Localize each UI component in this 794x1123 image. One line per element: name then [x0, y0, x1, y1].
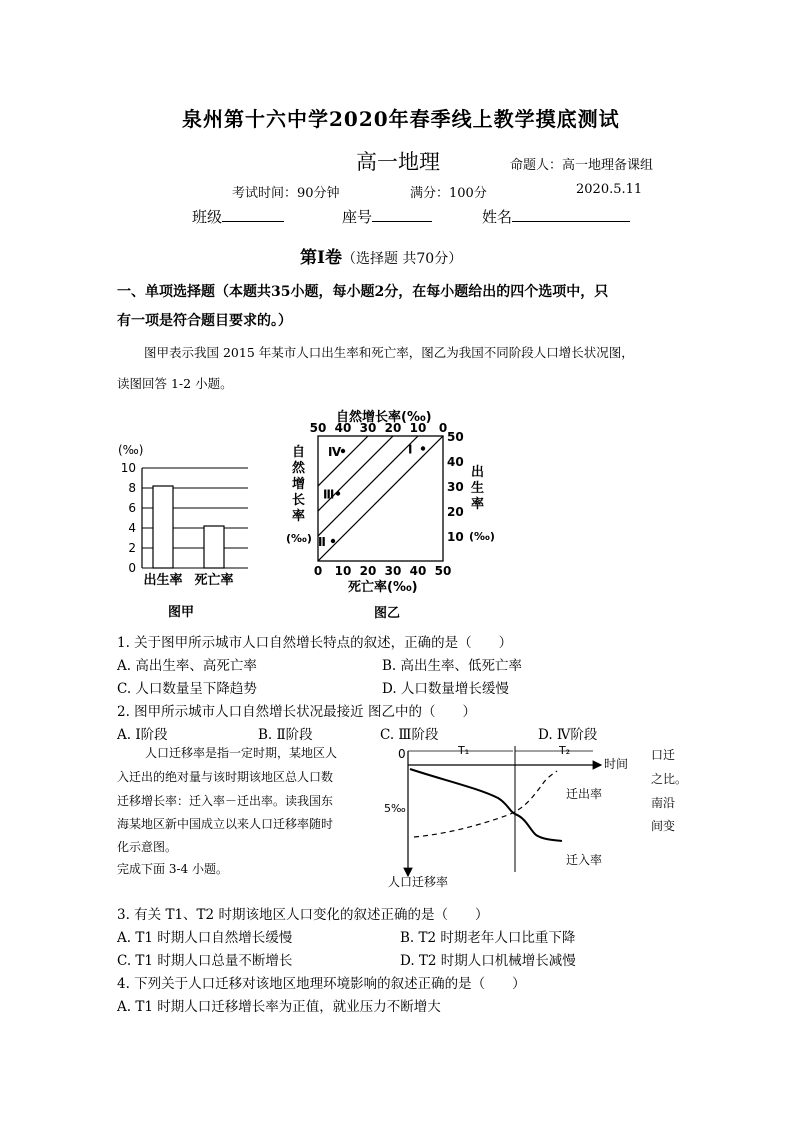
migration-origin-label: 0: [398, 747, 406, 761]
q1-option-d[interactable]: D. 人口数量增长缓慢: [382, 681, 509, 697]
yi-bottom-ticks: [314, 564, 452, 578]
yi-left-label-char: 增: [292, 477, 306, 492]
intro2-line1: 人口迁移率是指一定时期，某地区人: [145, 746, 338, 760]
q2-option-a[interactable]: A. Ⅰ阶段: [117, 727, 168, 743]
yi-right-ticks: [447, 430, 464, 544]
q4-option-a[interactable]: A. T1 时期人口迁移增长率为正值，就业压力不断增大: [117, 999, 441, 1015]
jia-bars: [153, 486, 224, 568]
jia-tick-label: 10: [120, 461, 136, 475]
series-label-outflow: 迁出率: [566, 787, 603, 801]
yi-top-tick: 0: [438, 421, 448, 435]
part-heading: [300, 243, 462, 268]
yi-bottom-tick: 10: [334, 564, 352, 578]
intro2-line5: 化示意图。: [117, 840, 178, 854]
q2-option-d[interactable]: D. Ⅳ阶段: [538, 727, 598, 743]
yi-top-tick: 20: [384, 421, 402, 435]
yi-bottom-tick: 30: [384, 564, 402, 578]
yi-right-tick: 30: [447, 480, 464, 494]
intro2-right2: 之比。: [651, 772, 688, 786]
intro2-line2: 入迁出的绝对量与该时期该地区总人口数: [117, 770, 334, 784]
intro2-line6: 完成下面 3-4 小题。: [117, 862, 228, 876]
yi-right-label-char: 生: [471, 481, 485, 496]
name-blank[interactable]: [512, 205, 630, 222]
jia-category-label: 出生率: [143, 573, 183, 588]
yi-left-label-char: 然: [292, 461, 306, 476]
migration-x-label: 时间: [604, 757, 629, 771]
jia-category-label: 死亡率: [194, 573, 234, 588]
intro-line2: 读图回答 1-2 小题。: [117, 376, 233, 391]
name-field: [482, 205, 630, 227]
q2-option-b[interactable]: B. Ⅱ阶段: [258, 727, 313, 743]
jia-tick-label: 0: [128, 561, 136, 575]
q3-option-d[interactable]: D. T2 时期人口机械增长减慢: [400, 953, 576, 969]
figure-jia: [110, 440, 275, 625]
jia-tick-label: 4: [128, 521, 136, 535]
q3-option-b[interactable]: B. T2 时期老年人口比重下降: [400, 930, 576, 946]
yi-top-tick: 30: [359, 421, 377, 435]
t1-label: T₁: [458, 744, 470, 757]
jia-bar-2: [204, 526, 224, 568]
intro2-right3: 南沿: [651, 796, 676, 810]
q1-option-b[interactable]: B. 高出生率、低死亡率: [382, 658, 523, 674]
yi-right-axis-label: [469, 464, 495, 543]
yi-right-label-char: 出: [471, 465, 485, 480]
intro2-line4: 海某地区新中国成立以来人口迁移率随时: [117, 817, 334, 831]
part-title: 第Ⅰ卷: [300, 248, 342, 268]
yi-left-axis-label: [286, 444, 312, 545]
intro2-line3: 迁移增长率：迁入率－迁出率。读我国东: [117, 794, 334, 808]
q2-stem: 2. 图甲所示城市人口自然增长状况最接近 图乙中的（ ）: [117, 704, 476, 720]
jia-tick-label: 2: [128, 541, 136, 555]
q3-option-a[interactable]: A. T1 时期人口自然增长缓慢: [117, 930, 293, 946]
seat-label: 座号: [342, 208, 373, 226]
yi-bottom-tick: 20: [359, 564, 377, 578]
yi-point-Ⅰ: [421, 446, 425, 450]
t2-label: T₂: [559, 744, 571, 757]
yi-left-label-char: 率: [292, 509, 306, 524]
yi-top-label: 自然增长率(‰): [336, 410, 432, 425]
yi-bottom-tick: 0: [313, 564, 323, 578]
jia-bar-1: [153, 486, 173, 568]
yi-bottom-tick: 50: [434, 564, 452, 578]
q3-stem: 3. 有关 T1、T2 时期该地区人口变化的叙述正确的是（ ）: [117, 907, 489, 923]
yi-bottom-tick: 40: [409, 564, 427, 578]
jia-tick-label: 8: [128, 481, 136, 495]
yi-top-tick: 50: [309, 421, 327, 435]
q1-option-a[interactable]: A. 高出生率、高死亡率: [117, 658, 257, 674]
yi-top-tick: 10: [409, 421, 427, 435]
intro2-right4: 间变: [651, 819, 676, 833]
jia-unit-label: (‰): [118, 443, 144, 457]
yi-point-Ⅱ: [331, 539, 335, 543]
figure-yi: [278, 405, 498, 625]
q1-option-c[interactable]: C. 人口数量呈下降趋势: [117, 681, 257, 697]
yi-left-unit: (‰): [286, 532, 312, 545]
full-score: 满分：100分: [410, 186, 487, 201]
series-line-outflow: [410, 769, 562, 841]
seat-blank[interactable]: [372, 205, 432, 222]
yi-right-tick: 10: [447, 530, 464, 544]
subject-title: 高一地理: [356, 150, 440, 174]
yi-x-axis-label: 死亡率(‰): [348, 580, 418, 595]
migration-chart: [358, 740, 648, 892]
yi-left-label-char: 长: [292, 493, 306, 508]
exam-time: 考试时间：90分钟: [232, 186, 340, 201]
question-setter: 命题人：高一地理备课组: [510, 158, 654, 173]
part-note: （选择题 共70分）: [341, 251, 463, 267]
class-field: [192, 205, 284, 227]
class-blank[interactable]: [222, 205, 284, 222]
jia-tick-label: 6: [128, 501, 136, 515]
yi-right-tick: 40: [447, 455, 464, 469]
section-instruction-line1: 一、单项选择题（本题共35小题，每小题2分，在每小题给出的四个选项中，只: [117, 284, 609, 300]
migration-y-label: 人口迁移率: [388, 875, 449, 889]
q1-stem: 1. 关于图甲所示城市人口自然增长特点的叙述，正确的是（ ）: [117, 635, 513, 651]
jia-caption: 图甲: [168, 605, 195, 620]
yi-right-label-char: 率: [471, 497, 485, 512]
series-label-inflow: 迁入率: [566, 853, 603, 867]
series-line-inflow: [414, 771, 557, 837]
intro-line1: 图甲表示我国 2015 年某市人口出生率和死亡率，图乙为我国不同阶段人口增长状况图，: [144, 345, 634, 360]
name-label: 姓名: [482, 208, 513, 226]
yi-bottom-axis-label: [348, 579, 418, 595]
yi-point-Ⅳ: [341, 449, 345, 453]
q2-option-c[interactable]: C. Ⅲ阶段: [380, 727, 439, 743]
intro2-right1: 口迁: [651, 748, 676, 762]
yi-point-label: Ⅰ: [408, 442, 413, 457]
jia-tick-labels: [121, 461, 136, 575]
jia-category-labels: [143, 572, 233, 588]
exam-title: 泉州第十六中学2020年春季线上教学摸底测试: [182, 107, 620, 131]
yi-point-label: Ⅱ: [318, 535, 326, 549]
section-instruction-line2: 有一项是符合题目要求的。）: [117, 313, 292, 329]
yi-points: [318, 443, 425, 550]
yi-point-label: Ⅲ: [323, 487, 335, 502]
yi-right-tick: 50: [447, 430, 464, 444]
yi-top-tick: 40: [334, 421, 352, 435]
class-label: 班级: [192, 208, 223, 226]
q4-stem: 4. 下列关于人口迁移对该地区地理环境影响的叙述正确的是（ ）: [117, 976, 526, 992]
yi-caption: 图乙: [374, 606, 401, 621]
migration-5permil-label: 5‰: [384, 802, 406, 815]
yi-point-label: Ⅳ: [328, 445, 342, 459]
q3-option-c[interactable]: C. T1 时期人口总量不断增长: [117, 953, 293, 969]
exam-date: 2020.5.11: [576, 182, 643, 197]
seat-field: [342, 205, 432, 227]
yi-left-label-char: 自: [292, 445, 306, 460]
yi-right-unit: (‰): [469, 530, 495, 543]
yi-point-Ⅲ: [336, 491, 340, 495]
yi-right-tick: 20: [447, 505, 464, 519]
